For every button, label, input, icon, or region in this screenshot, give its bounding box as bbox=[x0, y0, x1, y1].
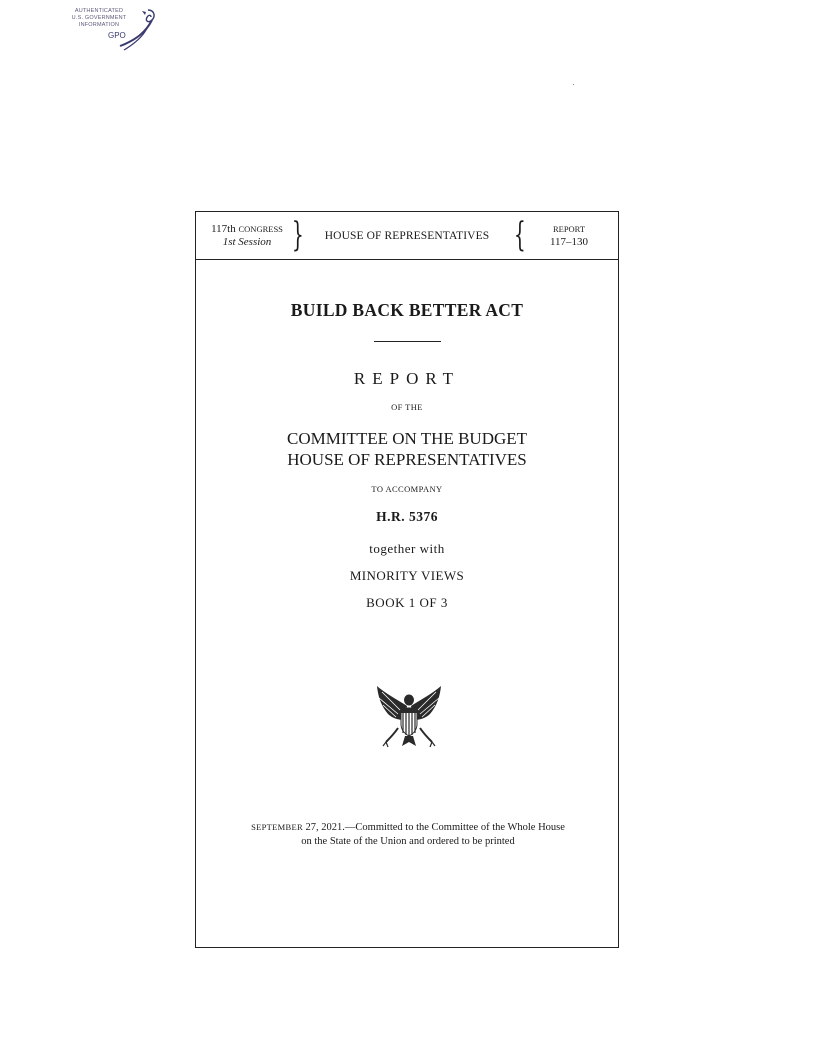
gpo-authentication-logo bbox=[66, 6, 158, 50]
document-title: BUILD BACK BETTER ACT bbox=[290, 300, 524, 320]
committee-line-2: HOUSE OF REPRESENTATIVES bbox=[287, 450, 527, 469]
right-brace-icon: { bbox=[513, 215, 526, 255]
report-label: REPORT bbox=[552, 224, 586, 234]
scan-speck bbox=[573, 84, 574, 85]
committal-notice bbox=[206, 821, 610, 848]
committal-line-1-text: 27, 2021.—Committed to the Committee of the Whole House bbox=[305, 822, 565, 833]
logo-line-2: U.S. GOVERNMENT bbox=[71, 15, 127, 21]
to-accompany-label: TO ACCOMPANY bbox=[371, 484, 443, 494]
logo-line-3: INFORMATION bbox=[78, 22, 120, 28]
report-heading: REPORT bbox=[353, 369, 461, 388]
cover-header bbox=[196, 212, 618, 260]
logo-gpo-mark: GPO bbox=[108, 31, 126, 40]
report-number-block bbox=[534, 223, 604, 249]
congress-word: CONGRESS bbox=[238, 224, 283, 234]
report-cover bbox=[195, 211, 619, 948]
minority-views-label: MINORITY VIEWS bbox=[349, 568, 465, 583]
congress-line bbox=[201, 223, 293, 236]
bill-number: H.R. 5376 bbox=[376, 509, 438, 524]
report-number: 117–130 bbox=[549, 236, 589, 248]
book-volume-label: BOOK 1 OF 3 bbox=[366, 595, 448, 610]
left-brace-icon: } bbox=[291, 215, 304, 255]
committal-date-month: SEPTEMBER bbox=[251, 822, 303, 832]
committee-name bbox=[196, 428, 618, 470]
chamber-name: HOUSE OF REPRESENTATIVES bbox=[324, 230, 490, 242]
together-with-label: together with bbox=[369, 541, 445, 556]
logo-line-1: AUTHENTICATED bbox=[74, 8, 124, 14]
committal-line-1 bbox=[206, 821, 610, 835]
of-the-label: OF THE bbox=[391, 402, 423, 412]
congress-session-block bbox=[201, 223, 293, 249]
committee-line-1: COMMITTEE ON THE BUDGET bbox=[286, 429, 528, 448]
eagle-swoosh-icon bbox=[118, 6, 158, 52]
great-seal-eagle-icon bbox=[374, 684, 444, 750]
title-divider bbox=[374, 341, 441, 342]
committal-line-2: on the State of the Union and ordered to be printed bbox=[301, 835, 515, 847]
congress-number: 117th bbox=[211, 223, 236, 235]
session-label: 1st Session bbox=[222, 236, 272, 248]
